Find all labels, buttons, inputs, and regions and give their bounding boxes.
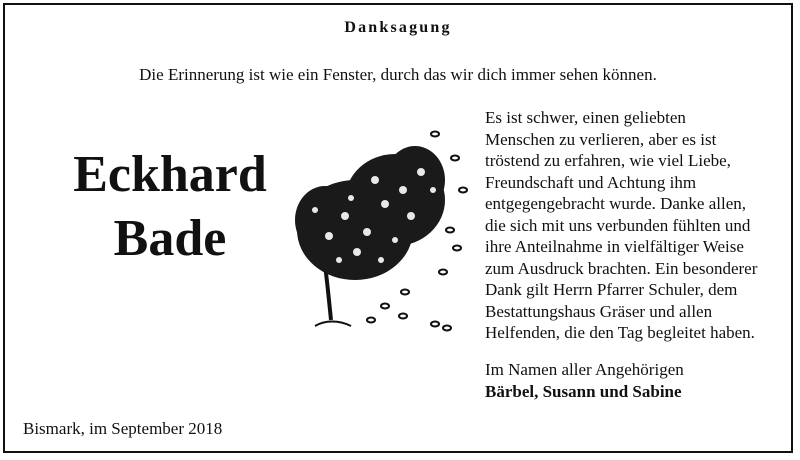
deceased-name [45,143,295,271]
text-line: entgegengebracht wurde. Danke allen, [485,194,747,213]
signature-intro: Im Namen aller Angehörigen [485,360,684,379]
text-line: ihre Anteilnahme in vielfältiger Weise [485,237,744,256]
text-line: Bestattungshaus Gräser und allen [485,301,713,321]
windblown-tree-icon [285,120,475,335]
text-line: Menschen zu verlieren, aber es ist [485,129,717,149]
text-line: Freundschaft und Achtung ihm [485,172,697,192]
first-name: Eckhard [73,146,267,203]
signature-block [485,359,684,402]
memorial-quote: Die Erinnerung ist wie ein Fenster, durch das wir dich immer sehen können. [139,65,657,84]
text-line: zum Ausdruck brachten. Ein besonderer [485,258,758,278]
signature-names: Bärbel, Susann und Sabine [485,381,682,401]
text-line: die sich mit uns verbunden fühlten und [485,215,751,235]
text-line: tröstend zu erfahren, wie viel Liebe, [485,151,731,170]
last-name: Bade [113,210,227,267]
notice-heading: Danksagung [344,19,452,36]
text-line: Helfenden, die den Tag begleitet haben. [485,323,755,342]
place-date: Bismark, im September 2018 [23,419,223,438]
text-line: Dank gilt Herrn Pfarrer Schuler, dem [485,280,738,299]
text-line: Es ist schwer, einen geliebten [485,108,686,127]
thank-you-text [485,107,785,344]
obituary-notice [3,3,793,453]
